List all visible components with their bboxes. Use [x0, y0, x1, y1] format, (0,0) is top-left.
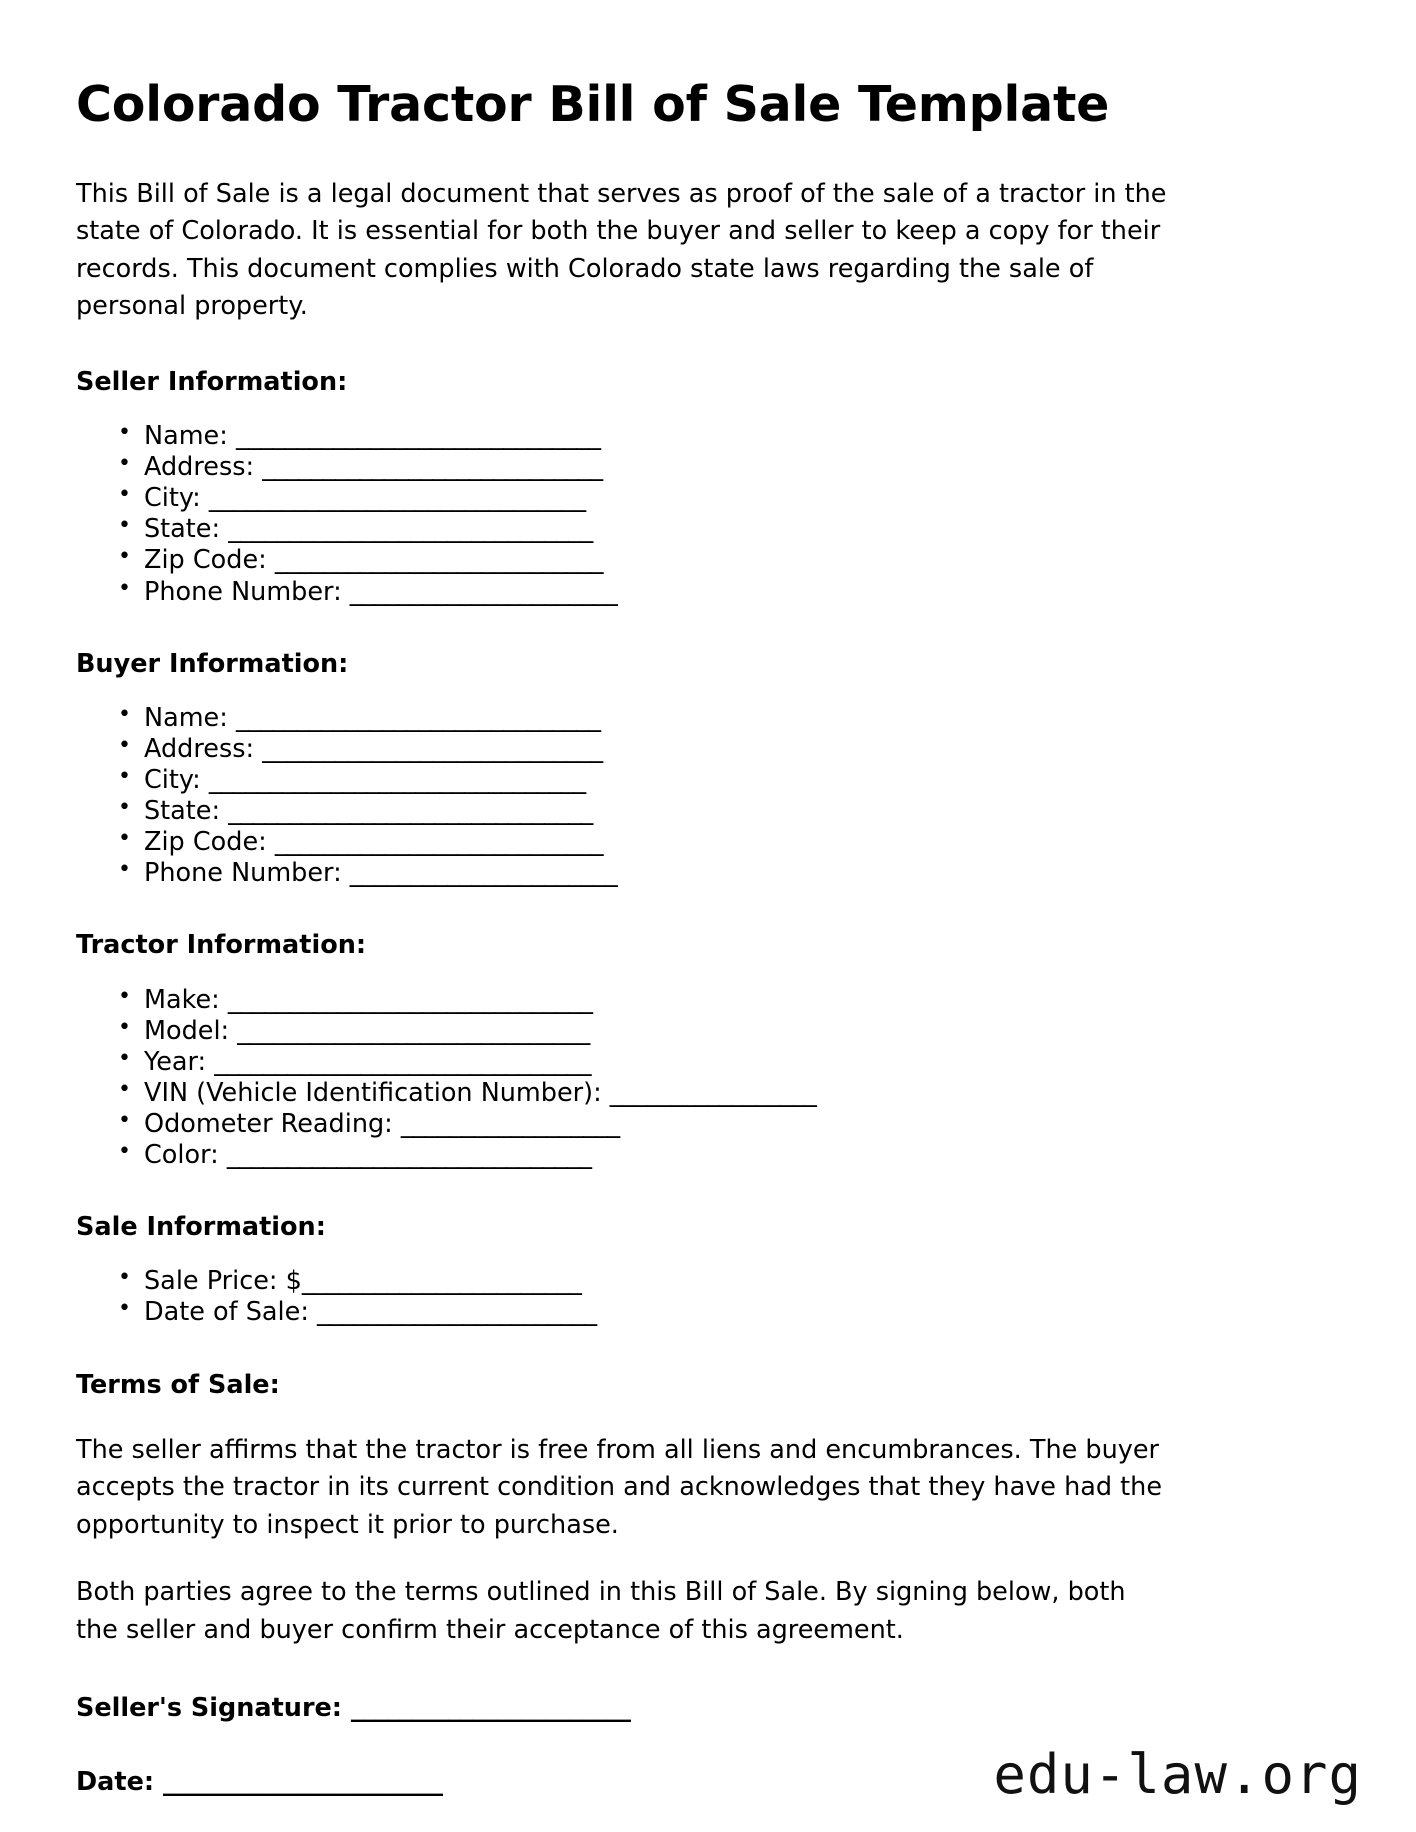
field-label: Model: — [144, 1015, 230, 1046]
field-label: Phone Number: — [144, 858, 342, 889]
field-blank[interactable]: ___________________________ — [274, 545, 603, 576]
date-blank[interactable]: _______________________ — [162, 1767, 443, 1798]
field-label: VIN (Vehicle Identification Number): — [144, 1077, 602, 1108]
tractor-information-heading: Tractor Information: — [76, 930, 367, 961]
field-label: Sale Price: $ — [144, 1266, 302, 1297]
seller-signature-line — [76, 1693, 1340, 1723]
terms-of-sale-heading: Terms of Sale: — [76, 1369, 280, 1400]
terms-paragraph-1: The seller affirms that the tractor is free from all liens and encumbrances. The buyer accepts the tractor in its current condition and acknowledges that they have had the opportunity to inspect it prior to purchase. — [76, 1434, 1163, 1540]
list-item — [118, 734, 1340, 765]
list-item — [118, 1266, 1340, 1297]
page-title: Colorado Tractor Bill of Sale Template — [76, 76, 1110, 133]
list-item — [118, 1047, 1340, 1078]
field-label: State: — [144, 796, 221, 827]
field-blank[interactable]: _______________________________ — [208, 764, 586, 795]
field-blank[interactable]: ___________________________ — [274, 827, 603, 858]
list-item — [118, 483, 1340, 514]
list-item — [118, 1078, 1340, 1109]
field-blank[interactable]: _______________________________ — [208, 483, 586, 514]
field-blank[interactable]: ____________________________ — [262, 733, 603, 764]
list-item — [118, 421, 1340, 452]
field-label: City: — [144, 483, 201, 514]
list-item — [118, 827, 1340, 858]
field-blank[interactable]: __________________ — [400, 1109, 620, 1139]
field-blank[interactable]: _______________________ — [317, 1297, 597, 1328]
field-label: City: — [144, 764, 201, 795]
field-label: Phone Number: — [144, 576, 342, 607]
field-blank[interactable]: ______________________________ — [235, 702, 601, 733]
seller-information-fields — [76, 421, 1340, 608]
field-label: Name: — [144, 420, 228, 451]
field-label: Date of Sale: — [144, 1297, 309, 1328]
field-label: Address: — [144, 452, 255, 483]
field-label: Address: — [144, 733, 255, 764]
field-blank[interactable]: ______________________________ — [235, 420, 601, 451]
field-blank[interactable]: ______________________________ — [226, 1140, 592, 1171]
buyer-information-heading: Buyer Information: — [76, 648, 349, 679]
list-item — [118, 1109, 1340, 1140]
list-item — [118, 858, 1340, 889]
field-blank[interactable]: ______________________________ — [227, 984, 593, 1015]
field-label: Make: — [144, 984, 220, 1015]
list-item — [118, 796, 1340, 827]
seller-signature-label: Seller's Signature: — [76, 1693, 343, 1724]
list-item — [118, 577, 1340, 608]
terms-paragraph-2: Both parties agree to the terms outlined in this Bill of Sale. By signing below, both the seller and buyer confirm their acceptance of this agreement. — [76, 1577, 1126, 1645]
list-item — [118, 765, 1340, 796]
terms-of-sale-section — [76, 1369, 1340, 1650]
intro-paragraph: This Bill of Sale is a legal document that serves as proof of the sale of a tractor in the state of Colorado. It is essential for both the buyer and seller to keep a copy for their records. This document complies with Colorado state laws regarding the sale of personal property. — [76, 178, 1167, 322]
field-label: Odometer Reading: — [144, 1109, 393, 1139]
field-blank[interactable]: ____________________________ — [262, 452, 603, 483]
field-blank[interactable]: ______________________________ — [228, 514, 593, 545]
site-watermark: edu-law.org — [993, 1743, 1362, 1806]
sale-information-fields — [76, 1266, 1340, 1328]
list-item — [118, 1016, 1340, 1047]
seller-information-heading: Seller Information: — [76, 366, 348, 397]
field-blank[interactable]: _______________________ — [301, 1266, 582, 1297]
field-blank[interactable]: _____________________________ — [237, 1015, 590, 1046]
seller-signature-blank[interactable]: _______________________ — [350, 1693, 631, 1724]
field-label: Name: — [144, 702, 228, 733]
list-item — [118, 452, 1340, 483]
list-item — [118, 985, 1340, 1016]
field-label: State: — [144, 514, 221, 545]
field-blank[interactable]: ______________________________ — [228, 796, 593, 827]
list-item — [118, 1297, 1340, 1328]
list-item — [118, 703, 1340, 734]
field-blank[interactable]: _________________ — [609, 1077, 817, 1108]
field-label: Zip Code: — [144, 827, 267, 858]
list-item — [118, 1140, 1340, 1171]
field-blank[interactable]: _______________________________ — [214, 1046, 591, 1077]
field-label: Year: — [144, 1046, 207, 1077]
field-blank[interactable]: ______________________ — [349, 858, 618, 889]
list-item — [118, 514, 1340, 545]
field-blank[interactable]: ______________________ — [349, 576, 618, 607]
sale-information-heading: Sale Information: — [76, 1212, 326, 1243]
field-label: Color: — [144, 1140, 219, 1171]
buyer-information-fields — [76, 703, 1340, 890]
list-item — [118, 545, 1340, 576]
tractor-information-fields — [76, 985, 1340, 1172]
date-label: Date: — [76, 1767, 155, 1798]
field-label: Zip Code: — [144, 545, 267, 576]
